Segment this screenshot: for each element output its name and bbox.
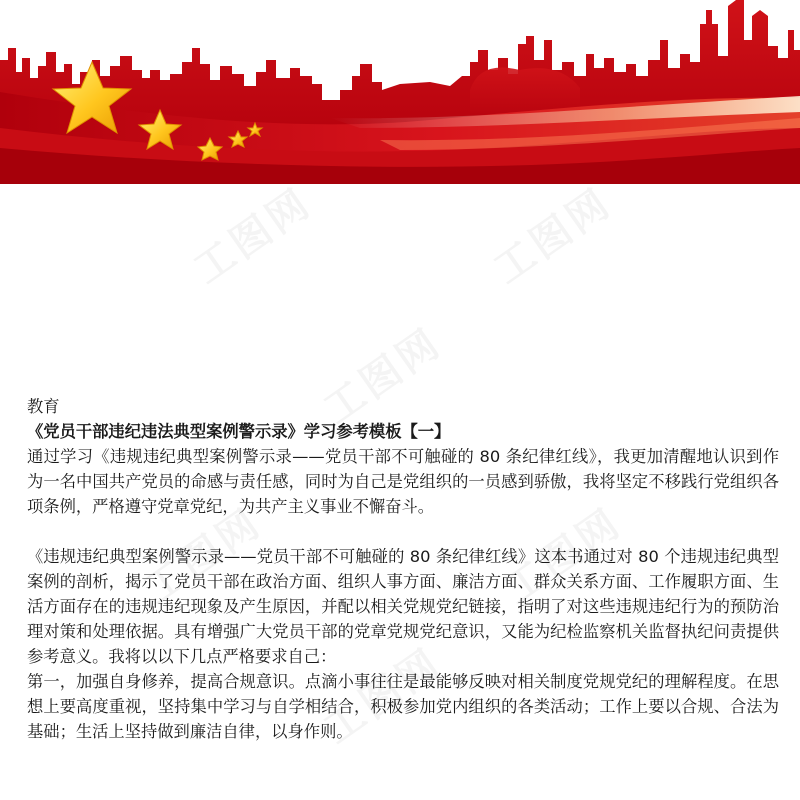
section-heading: 教育 (27, 397, 60, 416)
document-body (27, 394, 779, 744)
header-banner (0, 0, 800, 184)
document-title: 《党员干部违纪违法典型案例警示录》学习参考模板【一】 (27, 422, 451, 441)
paragraph: 第一，加强自身修养，提高合规意识。点滴小事往往是最能够反映对相关制度党规党纪的理解程度。在思想上要高度重视，坚持集中学习与自学相结合，积极参加党内组织的各类活动；工作上要以合规、合法为基础；生活上坚持做到廉洁自律，以身作则。 (27, 672, 779, 741)
watermark: 工图网 (185, 179, 321, 294)
watermark: 工图网 (315, 319, 451, 434)
watermark: 工图网 (315, 639, 451, 754)
watermark: 工图网 (135, 499, 271, 614)
paragraph: 《违规违纪典型案例警示录——党员干部不可触碰的 80 条纪律红线》这本书通过对 80 个违规违纪典型案例的剖析，揭示了党员干部在政治方面、组织人事方面、廉洁方面、群众关系方面、工作履职方面、生活方面存在的违规违纪现象及产生原因，并配以相关党规党纪链接，指明了对这些违规违纪行为的预防治理对策和处理依据。具有增强广大党员干部的党章党规党纪意识，又能为纪检监察机关监督执纪问责提供参考意义。我将以以下几点严格要求自己： (27, 547, 779, 666)
banner-illustration (0, 0, 800, 184)
paragraph: 通过学习《违规违纪典型案例警示录——党员干部不可触碰的 80 条纪律红线》，我更加清醒地认识到作为一名中国共产党员的命感与责任感，同时为自己是党组织的一员感到骄傲，我将坚定不移践行党组织各项条例，严格遵守党章党纪，为共产主义事业不懈奋斗。 (27, 447, 779, 516)
watermark: 工图网 (495, 499, 631, 614)
watermark: 工图网 (485, 179, 621, 294)
paragraph-spacer (27, 519, 779, 544)
